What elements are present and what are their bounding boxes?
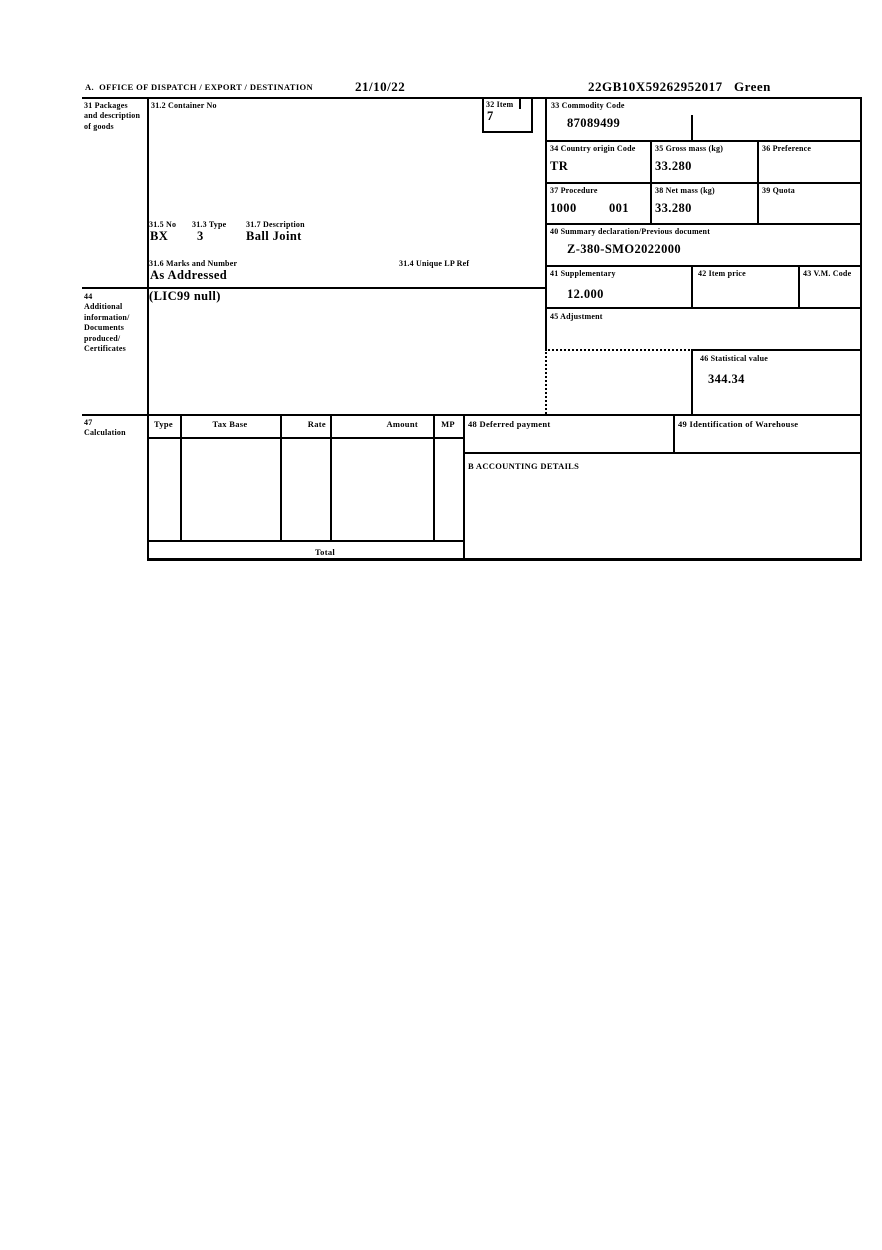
- box40-summary-declaration-value: Z-380-SMO2022000: [567, 242, 682, 256]
- box32-left-border: [482, 97, 484, 133]
- box35-gross-mass-label: 35 Gross mass (kg): [655, 144, 724, 153]
- box46-statistical-value: 344.34: [708, 372, 745, 386]
- box31-label: [84, 101, 142, 132]
- box34-country-origin-value: TR: [550, 159, 569, 173]
- box37-procedure-value-1: 1000: [550, 201, 577, 215]
- calc-col-header-rate: Rate: [307, 419, 326, 429]
- box37-procedure-label: 37 Procedure: [550, 186, 598, 195]
- movement-reference-number: 22GB10X59262952017: [588, 79, 723, 94]
- box49-warehouse-label: 49 Identification of Warehouse: [678, 419, 799, 429]
- box41-row-bottom-border: [545, 307, 862, 309]
- box41-box42-divider: [691, 265, 693, 309]
- box41-supplementary-value: 12.000: [567, 287, 604, 301]
- calc-header-bottom-border: [147, 437, 465, 439]
- box46-statistical-value-label: 46 Statistical value: [700, 354, 768, 363]
- box45-dotted-bottom-border: [545, 349, 693, 351]
- box42-box43-divider: [798, 265, 800, 309]
- calc-col-header-amount: Amount: [386, 419, 418, 429]
- box40-summary-declaration-label: 40 Summary declaration/Previous document: [550, 227, 711, 236]
- box34-box35-divider: [650, 140, 652, 182]
- box47-label-text: Calculation: [84, 428, 126, 438]
- box31-5-no-label: 31.5 No: [149, 220, 177, 229]
- box48-deferred-payment-label: 48 Deferred payment: [468, 419, 551, 429]
- box41-supplementary-label: 41 Supplementary: [550, 269, 616, 278]
- form-top-border: [82, 97, 862, 99]
- box34-country-origin-label: 34 Country origin Code: [550, 144, 636, 153]
- box47-label: [84, 418, 146, 439]
- box31-label-text: Packages and description of goods: [84, 101, 141, 131]
- box32-inner-tick: [519, 97, 521, 109]
- label-column-divider: [147, 97, 149, 560]
- box32-item-label: 32 Item: [486, 100, 514, 109]
- box37-box38-divider: [650, 182, 652, 224]
- box31-7-description-value: Ball Joint: [246, 229, 302, 243]
- calc-col-header-type: Type: [154, 419, 173, 429]
- box37-procedure-value-2: 001: [609, 201, 629, 215]
- calc-col-divider-4: [433, 415, 435, 540]
- box38-net-mass-value: 33.280: [655, 201, 692, 215]
- box37-row-bottom-border: [545, 223, 862, 225]
- form-bottom-border: [147, 558, 862, 561]
- box32-right-border: [531, 97, 533, 133]
- accounting-details-label: B ACCOUNTING DETAILS: [468, 461, 580, 471]
- box31-number: 31: [84, 101, 93, 110]
- box47-number: 47: [84, 418, 93, 427]
- calc-col-divider-2: [280, 415, 282, 540]
- box33-inner-divider: [691, 115, 693, 142]
- routing-indicator: Green: [734, 79, 771, 94]
- box33-commodity-code-value: 87089499: [567, 116, 621, 130]
- box31-3-type-value: 3: [197, 229, 204, 243]
- box48-box49-divider: [673, 415, 675, 452]
- form-right-border: [860, 97, 862, 560]
- box31-2-container-no-label: 31.2 Container No: [151, 101, 217, 110]
- calc-col-divider-1: [180, 415, 182, 540]
- box48-row-bottom-border: [463, 452, 862, 454]
- box39-quota-label: 39 Quota: [762, 186, 795, 195]
- box44-number: 44: [84, 292, 93, 301]
- calc-total-label: Total: [314, 547, 336, 557]
- box31-4-unique-lp-ref-label: 31.4 Unique LP Ref: [399, 259, 470, 268]
- declaration-date: 21/10/22: [355, 79, 406, 94]
- box31-6-marks-label: 31.6 Marks and Number: [149, 259, 238, 268]
- box44-box47-divider: [82, 414, 862, 416]
- box43-vm-code-label: 43 V.M. Code: [803, 269, 852, 278]
- box38-box39-divider: [757, 182, 759, 224]
- box46-left-border: [691, 349, 693, 414]
- office-of-dispatch-label: A. OFFICE OF DISPATCH / EXPORT / DESTINATION: [85, 82, 314, 92]
- box33-commodity-code-label: 33 Commodity Code: [551, 101, 625, 110]
- box31-6-marks-value: As Addressed: [150, 268, 228, 282]
- box40-bottom-border: [545, 265, 862, 267]
- box32-bottom-border: [482, 131, 533, 133]
- box44-label-text: Additional information/ Documents produced/ Certificates: [84, 302, 130, 353]
- box35-gross-mass-value: 33.280: [655, 159, 692, 173]
- box38-net-mass-label: 38 Net mass (kg): [655, 186, 715, 195]
- box32-item-value: 7: [487, 109, 494, 123]
- dotted-column-divider: [545, 349, 547, 414]
- box45-adjustment-label: 45 Adjustment: [550, 312, 603, 321]
- box34-row-bottom-border: [545, 182, 862, 184]
- box31-5-no-value: BX: [150, 229, 169, 243]
- box31-3-type-label: 31.3 Type: [192, 220, 227, 229]
- box44-value: (LIC99 null): [149, 289, 221, 303]
- box42-item-price-label: 42 Item price: [698, 269, 746, 278]
- box36-preference-label: 36 Preference: [762, 144, 812, 153]
- box46-top-border: [693, 349, 862, 351]
- calc-col-header-mp: MP: [441, 419, 455, 429]
- calc-col-header-tax-base: Tax Base: [212, 419, 248, 429]
- calc-col-divider-3: [330, 415, 332, 540]
- box44-label: [84, 292, 146, 354]
- box35-box36-divider: [757, 140, 759, 182]
- calc-body-bottom-border: [147, 540, 465, 542]
- box33-bottom-border: [545, 140, 862, 142]
- box31-7-description-label: 31.7 Description: [246, 220, 305, 229]
